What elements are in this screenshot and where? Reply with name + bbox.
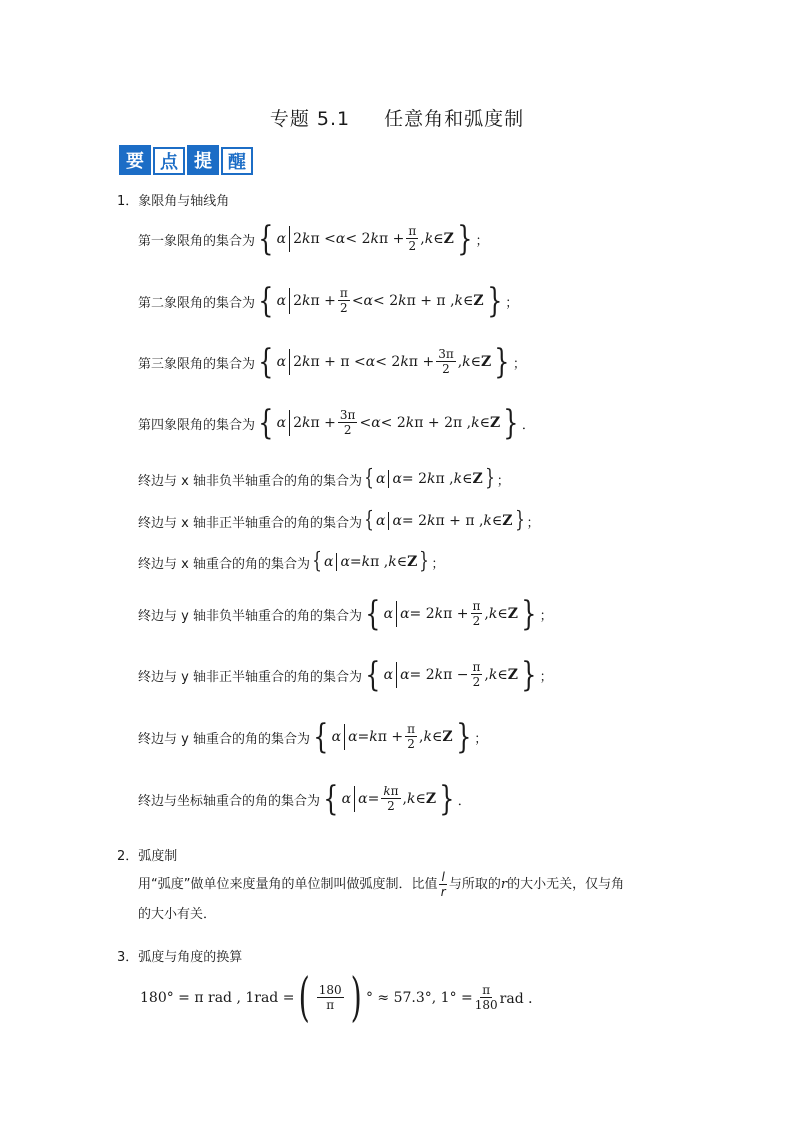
row-coordinate-axes: 终边与坐标轴重合的角的集合为 { α α = $\frac{k\pi}{2}$ , k ∈ Z } ． <box>138 779 471 819</box>
paragraph-radian: 用“弧度”做单位来度量角的单位制叫做弧度制．比值 $\frac{l}{r}$ 与所取的r的大小无关，仅与角 的大小有关． <box>138 869 625 922</box>
row-y-nonpos: 终边与 y 轴非正半轴重合的角的集合为 { α α = 2 k π − $\frac{\pi}{2}$ , k ∈ Z } ； <box>138 655 553 695</box>
conversion-formula <box>140 968 543 1028</box>
row-label: 第三象限角的集合为 <box>138 356 256 372</box>
row-label: 第四象限角的集合为 <box>138 417 256 433</box>
row-label: 终边与 y 轴非负半轴重合的角的集合为 <box>138 608 362 624</box>
ratio-l-over-r: $\frac{l}{r}$ <box>440 869 446 899</box>
formula: { α α = 2 k π , k ∈ Z } <box>364 466 495 491</box>
title-text: 任意角和弧度制 <box>384 108 525 130</box>
row-label: 终边与坐标轴重合的角的集合为 <box>138 793 321 809</box>
formula: 180° = π rad , 1rad = ( $\frac{180}{\pi}$ ) ° ≈ 57.3°, 1° = $\frac{\pi}{180}$ rad ． <box>140 968 543 1028</box>
para-text: 用“弧度”做单位来度量角的单位制叫做弧度制．比值 <box>138 877 438 892</box>
row-label: 第一象限角的集合为 <box>138 233 256 249</box>
row-x-nonneg: 终边与 x 轴非负半轴重合的角的集合为 { α α = 2 k π , k ∈ Z } ； <box>138 466 510 491</box>
row-quadrant-3: 第三象限角的集合为 { α 2 k π + π < α < 2 k π + $\frac{3\pi}{2}$ , k ∈ Z } ； <box>138 342 526 382</box>
row-label: 终边与 x 轴非正半轴重合的角的集合为 <box>138 515 362 531</box>
formula: { α 2 k π + $\frac{3\pi}{2}$ < α < 2 k π + 2π , k ∈ Z } <box>258 403 519 443</box>
para-text: 与所取的 <box>448 877 501 892</box>
row-y-nonneg: 终边与 y 轴非负半轴重合的角的集合为 { α α = 2 k π + $\frac{\pi}{2}$ , k ∈ Z } ； <box>138 594 553 634</box>
formula: { α α = k π + $\frac{\pi}{2}$ , k ∈ Z } <box>313 717 471 757</box>
formula: { α 2 k π + $\frac{\pi}{2}$ < α < 2 k π + π , k ∈ Z } <box>258 281 503 321</box>
badge-char-2: 点 <box>153 147 185 175</box>
row-x-nonpos: 终边与 x 轴非正半轴重合的角的集合为 { α α = 2 k π + π , k ∈ Z } ； <box>138 508 540 533</box>
row-label: 第二象限角的集合为 <box>138 295 256 311</box>
row-y-axis: 终边与 y 轴重合的角的集合为 { α α = k π + $\frac{\pi}{2}$ , k ∈ Z } ； <box>138 717 488 757</box>
para-text: 的大小无关，仅与角 <box>507 877 625 892</box>
page-title <box>0 104 794 131</box>
row-label: 终边与 x 轴非负半轴重合的角的集合为 <box>138 473 362 489</box>
row-label: 终边与 x 轴重合的角的集合为 <box>138 556 310 572</box>
title-number: 专题 5.1 <box>269 108 351 130</box>
badge-char-1: 要 <box>119 145 151 175</box>
formula: { α 2 k π + π < α < 2 k π + $\frac{3\pi}{2}$ , k ∈ Z } <box>258 342 510 382</box>
row-quadrant-1: 第一象限角的集合为 { α 2 k π < α < 2 k π + $\frac{\pi}{2}$ , k ∈ Z } ； <box>138 219 489 259</box>
badge-char-3: 提 <box>187 145 219 175</box>
row-label: 终边与 y 轴重合的角的集合为 <box>138 731 310 747</box>
para-text: 的大小有关． <box>138 907 217 922</box>
formula: { α α = 2 k π + π , k ∈ Z } <box>364 508 525 533</box>
formula: { α α = 2 k π − $\frac{\pi}{2}$ , k ∈ Z } <box>365 655 537 695</box>
section-heading-3: 3．弧度与角度的换算 <box>117 950 243 965</box>
row-quadrant-4: 第四象限角的集合为 { α 2 k π + $\frac{3\pi}{2}$ < α < 2 k π + 2π , k ∈ Z } ． <box>138 403 535 443</box>
formula: { α α = $\frac{k\pi}{2}$ , k ∈ Z } <box>323 779 455 819</box>
section-heading-1: 1．象限角与轴线角 <box>117 194 230 209</box>
formula: { α α = 2 k π + $\frac{\pi}{2}$ , k ∈ Z } <box>365 594 537 634</box>
section-badge <box>119 139 255 175</box>
row-x-axis: 终边与 x 轴重合的角的集合为 { α α = k π , k ∈ Z } ； <box>138 549 445 574</box>
row-quadrant-2: 第二象限角的集合为 { α 2 k π + $\frac{\pi}{2}$ < α < 2 k π + π , k ∈ Z } ； <box>138 281 519 321</box>
row-label: 终边与 y 轴非正半轴重合的角的集合为 <box>138 669 362 685</box>
formula: { α 2 k π < α < 2 k π + $\frac{\pi}{2}$ , k ∈ Z } <box>258 219 473 259</box>
formula: { α α = k π , k ∈ Z } <box>312 549 430 574</box>
section-heading-2: 2．弧度制 <box>117 849 178 864</box>
badge-char-4: 醒 <box>221 147 253 175</box>
